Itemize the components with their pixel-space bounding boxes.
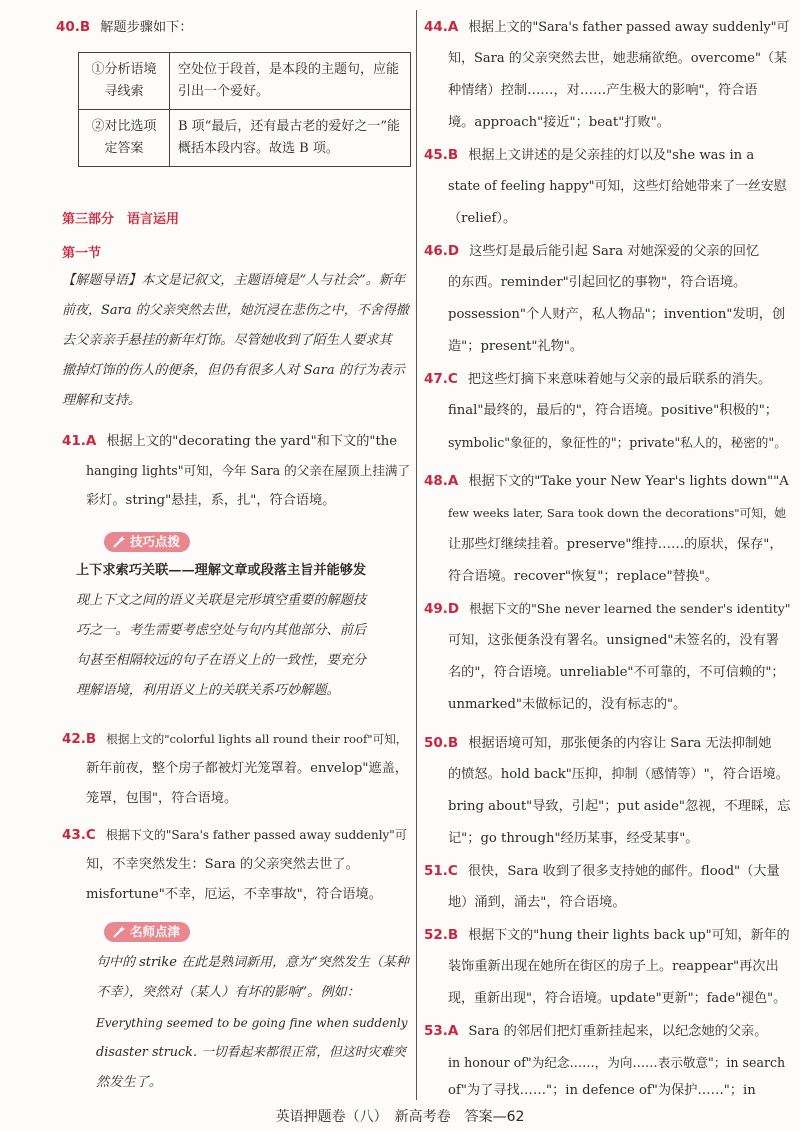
table-value-line: 引出一个爱好。 <box>178 84 270 99</box>
guide-line: 撤掉灯饰的伤人的便条，但仍有很多人对 Sara 的行为表示 <box>62 363 405 378</box>
q43-text: 根据下文的"Sara's father passed away suddenly"可 <box>105 828 407 842</box>
q49-text: 根据下文的"She never learned the sender's identity" <box>469 601 791 616</box>
q46-line: 的东西。reminder"引起回忆的事物"，符合语境。 <box>448 275 747 290</box>
q52-line: 装饰重新出现在她所在街区的房子上。reappear"再次出 <box>448 959 779 974</box>
q46-text: 这些灯是最后能引起 Sara 对她深爱的父亲的回忆 <box>469 244 760 259</box>
q53-line: of"为了寻找……"；in defence of"为保护……"；in <box>448 1083 756 1098</box>
steps-table <box>78 52 411 167</box>
q46-line: 造"；present"礼物"。 <box>448 339 584 354</box>
q49-line: unmarked"未做标记的，没有标志的"。 <box>448 697 687 712</box>
q51-line <box>424 862 780 881</box>
wand-icon <box>112 925 126 939</box>
q50-text: 根据语境可知，那张便条的内容让 Sara 无法抑制她 <box>468 736 772 751</box>
table-value-line: 概括本段内容。故选 B 项。 <box>178 141 339 156</box>
q45-line: （relief）。 <box>448 211 517 226</box>
q45-line: state of feeling happy"可知，这些灯给她带来了一丝安慰 <box>448 179 787 194</box>
q51-number: 51.C <box>424 863 458 879</box>
q46-number: 46.D <box>424 243 460 259</box>
q53-number: 53.A <box>424 1023 459 1039</box>
tip-badge-label: 技巧点拨 <box>130 534 181 549</box>
q45-number: 45.B <box>424 147 459 163</box>
q52-number: 52.B <box>424 927 459 943</box>
q40-number: 40.B <box>56 19 91 35</box>
tip2-line: 句中的 strike 在此是熟词新用，意为“突然发生（某种 <box>96 955 409 970</box>
tip1-line: 上下求索巧关联——理解文章或段落主旨并能够发 <box>76 563 367 578</box>
q47-text: 把这些灯摘下来意味着她与父亲的最后联系的消失。 <box>467 372 772 387</box>
q47-number: 47.C <box>424 371 458 387</box>
q48-line: 符合语境。recover"恢复"；replace"替换"。 <box>448 569 719 584</box>
table-value-cell <box>170 110 411 167</box>
q49-line: 可知，这张便条没有署名。unsigned"未签名的，没有署 <box>448 633 779 648</box>
tip-badge-label: 名师点津 <box>130 924 181 939</box>
q48-text: 根据下文的"Take your New Year's lights down""A <box>468 474 789 489</box>
q45-text: 根据上文讲述的是父亲挂的灯以及"she was in a <box>468 148 755 163</box>
q40-text: 解题步骤如下： <box>100 20 193 35</box>
q46-line: possession"个人财产，私人物品"；invention"发明，创 <box>448 307 786 322</box>
table-key-line: ②对比选项 <box>91 119 157 134</box>
q49-line <box>424 600 790 618</box>
q53-text: Sara 的邻居们把灯重新挂起来，以纪念她的父亲。 <box>468 1024 768 1039</box>
table-row <box>79 110 411 167</box>
q44-line: 种情绪）控制……，对……产生极大的影响"，符合语 <box>448 83 758 98</box>
q45-line <box>424 146 754 165</box>
tip-badge <box>104 922 190 942</box>
guide-line: 【解题导语】本文是记叙文，主题语境是“人与社会”。新年 <box>62 273 406 288</box>
q43-line: 知，不幸突然发生：Sara 的父亲突然去世了。 <box>86 857 359 872</box>
table-value-line: B 项“最后，还有最古老的爱好之一”能 <box>178 119 400 134</box>
table-row <box>79 53 411 110</box>
q47-line <box>424 370 771 389</box>
q48-line: 让那些灯继续挂着。preserve"维持……的原状，保存"， <box>448 537 783 552</box>
q44-line: 知，Sara 的父亲突然去世，她悲痛欲绝。overcome"（某 <box>448 51 787 66</box>
page-footer: 英语押题卷（八） 新高考卷 答案—62 <box>275 1109 525 1125</box>
q51-text: 很快，Sara 收到了很多支持她的邮件。flood"（大量 <box>467 864 780 879</box>
q49-line: 名的"，符合语境。unreliable"不可靠的，不可信赖的"； <box>448 665 785 680</box>
tip1-line: 巧之一。考生需要考虑空处与句内其他部分、前后 <box>76 623 367 638</box>
q44-line: 境。approach"接近"；beat"打败"。 <box>448 115 670 130</box>
tip1-line: 现上下文之间的语义关联是完形填空重要的解题技 <box>76 593 367 608</box>
guide-line: 去父亲亲手悬挂的新年灯饰。尽管她收到了陌生人要求其 <box>62 333 392 348</box>
q49-number: 49.D <box>424 601 460 617</box>
q42-line: 新年前夜，整个房子都被灯光笼罩着。envelop"遮盖， <box>86 761 408 776</box>
q41-line: 彩灯。string"悬挂，系，扎"，符合语境。 <box>86 493 336 508</box>
q41-text: 根据上文的"decorating the yard"和下文的"the <box>106 434 398 449</box>
q44-number: 44.A <box>424 19 459 35</box>
q47-line: final"最终的，最后的"，符合语境。positive"积极的"； <box>448 403 778 418</box>
column-divider <box>416 10 417 1100</box>
table-key-cell <box>79 53 170 110</box>
q42-line <box>62 730 407 748</box>
q42-number: 42.B <box>62 731 97 747</box>
q43-number: 43.C <box>62 827 96 843</box>
tip2-line: 然发生了。 <box>96 1075 162 1090</box>
q50-line: 记"；go through"经历某事，经受某事"。 <box>448 831 699 846</box>
table-key-line: 定答案 <box>104 141 144 156</box>
tip2-line: disaster struck. 一切看起来都很正常，但这时灾难突 <box>96 1045 406 1060</box>
q44-line <box>424 18 789 37</box>
q41-line <box>62 432 397 451</box>
q51-line: 地）涌到，涌去"，符合语境。 <box>448 895 626 910</box>
tip-badge <box>104 532 190 552</box>
q50-number: 50.B <box>424 735 459 751</box>
q40-line <box>56 18 193 37</box>
guide-line: 理解和支持。 <box>62 393 142 408</box>
q46-line <box>424 242 759 261</box>
q47-line: symbolic"象征的，象征性的"；private"私人的，秘密的"。 <box>448 435 787 450</box>
section1-heading: 第一节 <box>62 246 102 261</box>
table-value-line: 空处位于段首，是本段的主题句，应能 <box>178 62 400 77</box>
tip1-line: 句甚至相隔较远的句子在语义上的一致性，要充分 <box>76 653 367 668</box>
q50-line <box>424 734 771 753</box>
tip2-line: 不幸），突然对（某人）有坏的影响”。例如： <box>96 985 360 1000</box>
q42-line: 笼罩，包围"，符合语境。 <box>86 791 238 806</box>
q41-number: 41.A <box>62 433 97 449</box>
q41-line: hanging lights"可知，今年 Sara 的父亲在屋顶上挂满了 <box>86 463 411 478</box>
table-key-line: 寻线索 <box>104 84 144 99</box>
tip2-line: Everything seemed to be going fine when suddenly <box>96 1016 408 1030</box>
q44-text: 根据上文的"Sara's father passed away suddenly"可 <box>468 20 790 35</box>
table-value-cell <box>170 53 411 110</box>
q43-line: misfortune"不幸，厄运，不幸事故"，符合语境。 <box>86 887 382 902</box>
q52-text: 根据下文的"hung their lights back up"可知，新年的 <box>468 928 790 943</box>
q52-line <box>424 926 790 945</box>
q48-line: few weeks later, Sara took down the decorations"可知，她 <box>448 506 787 520</box>
table-key-line: ①分析语境 <box>91 62 157 77</box>
q48-line <box>424 472 789 491</box>
wand-icon <box>112 535 126 549</box>
q52-line: 现，重新出现"，符合语境。update"更新"；fade"褪色"。 <box>448 991 787 1006</box>
q53-line: in honour of"为纪念……，为向……表示敬意"；in search <box>448 1055 786 1070</box>
q42-text: 根据上文的"colorful lights all round their roof"可知， <box>106 732 408 746</box>
tip1-line: 理解语境，利用语义上的关联关系巧妙解题。 <box>76 683 340 698</box>
q53-line <box>424 1022 767 1041</box>
q48-number: 48.A <box>424 473 459 489</box>
table-key-cell <box>79 110 170 167</box>
q43-line <box>62 826 407 844</box>
q50-line: bring about"导致，引起"；put aside"忽视，不理睬，忘 <box>448 799 791 814</box>
guide-line: 前夜，Sara 的父亲突然去世，她沉浸在悲伤之中，不舍得撤 <box>62 303 409 318</box>
part3-heading: 第三部分 语言运用 <box>62 212 180 227</box>
q50-line: 的愤怒。hold back"压抑，抑制（感情等）"，符合语境。 <box>448 767 789 782</box>
